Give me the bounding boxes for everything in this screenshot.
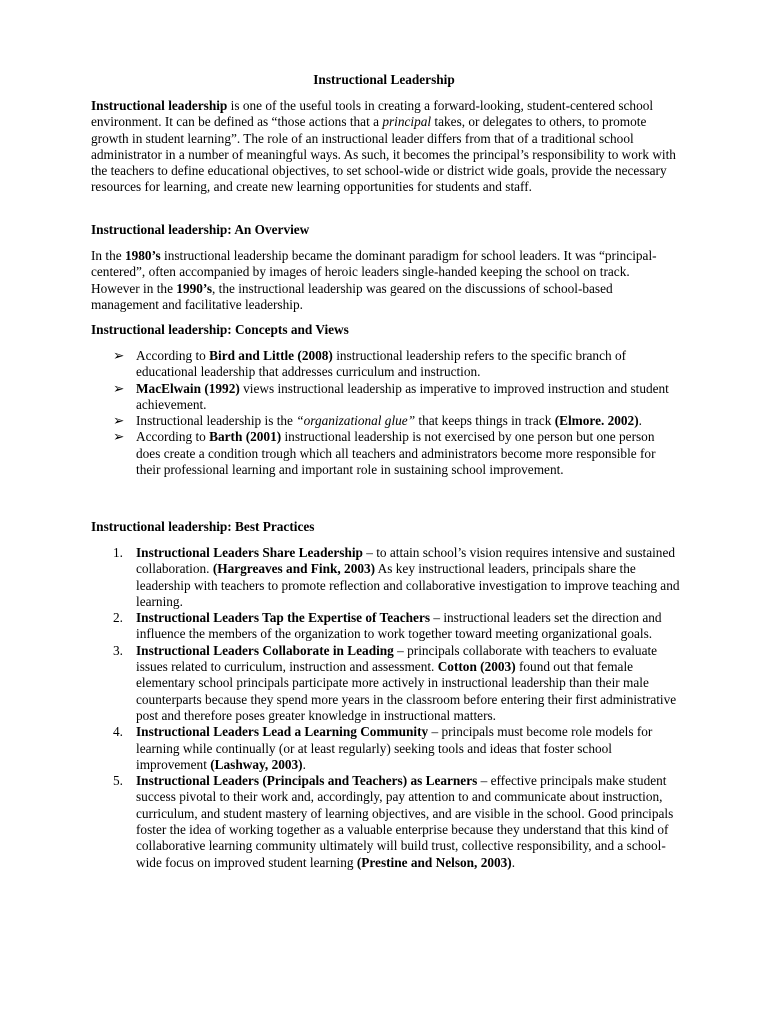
practice-title: Instructional Leaders Collaborate in Leading xyxy=(136,642,394,658)
concept-text: that keeps things in track xyxy=(415,413,555,429)
list-item xyxy=(91,773,681,871)
overview-text-1: In the xyxy=(91,248,125,263)
list-item xyxy=(91,348,681,381)
list-number: 2. xyxy=(113,610,123,626)
concept-citation: (Elmore. 2002) xyxy=(554,413,639,429)
arrow-bullet-icon: ➢ xyxy=(113,413,125,429)
concept-citation: Bird and Little (2008) xyxy=(209,348,333,363)
overview-paragraph xyxy=(91,248,681,313)
concepts-heading: Instructional leadership: Concepts and Views xyxy=(91,322,349,337)
practice-text: found out that female elementary school principals participate more actively in instructional leadership than their male counterparts because they spend more years in the classroom before entering their first administrative post and therefore poses greater knowledge in instructional matters. xyxy=(136,659,677,723)
concept-text: . xyxy=(638,413,642,429)
overview-heading: Instructional leadership: An Overview xyxy=(91,222,310,237)
intro-paragraph xyxy=(91,98,681,196)
practice-text: – effective principals make student success pivotal to their work and, accordingly, pay attention to and communicate about instruction, curriculum, and student mastery of learning objectives, and are visible in the school. Good principals foster the idea of working together as a valuable enterprise because they understand that this kind of collaborative learning community ultimately will build trust, collective responsibility, and a school-wide focus on improved student learning xyxy=(136,773,674,870)
concept-text: instructional leadership refers to the specific branch of educational leadership that addresses curriculum and instruction. xyxy=(136,348,627,380)
list-item xyxy=(91,545,681,610)
arrow-bullet-icon: ➢ xyxy=(113,429,125,445)
practice-text: – instructional leaders set the direction and influence the members of the organization to work together toward meeting organizational goals. xyxy=(136,610,662,642)
overview-bold-1: 1980’s xyxy=(124,248,161,263)
practice-text: – principals must become role models for learning while continually (or at least regularly) seeking tools and ideas that foster school improvement xyxy=(136,724,653,772)
practice-text: . xyxy=(511,854,516,870)
overview-text-3: , the instructional leadership was geared on the discussions of school-based management and facilitative leadership. xyxy=(91,280,613,312)
list-item xyxy=(91,643,681,724)
practice-text: – principals collaborate with teachers to evaluate issues related to curriculum, instruction and assessment. xyxy=(136,642,658,675)
document-title: Instructional Leadership xyxy=(313,72,455,87)
practice-text: – to attain school’s vision requires intensive and sustained collaboration. xyxy=(136,545,675,577)
practices-list xyxy=(91,545,681,871)
overview-bold-2: 1990’s xyxy=(176,280,212,296)
arrow-bullet-icon: ➢ xyxy=(113,348,125,363)
practice-title: Instructional Leaders Lead a Learning Community xyxy=(136,724,429,740)
practice-title: Instructional Leaders Share Leadership xyxy=(136,545,363,560)
concept-text: According to xyxy=(136,429,210,445)
concept-italic: “organizational glue” xyxy=(296,413,416,429)
intro-lead: Instructional leadership xyxy=(91,98,228,113)
practices-heading: Instructional leadership: Best Practices xyxy=(91,519,315,534)
intro-text-2: takes, or delegates to others, to promote growth in student learning”. The role of an instructional leader differs from that of a traditional school administrator in a number of meaningful ways. As such, it becomes the principal’s responsibility to work with the teachers to define educational objectives, to set school-wide or district wide goals, provide the necessary resources for learning, and create new learning opportunities for students and staff. xyxy=(91,114,676,195)
practice-title: Instructional Leaders (Principals and Teachers) as Learners xyxy=(136,773,478,789)
concepts-list xyxy=(91,348,681,478)
list-item xyxy=(91,429,681,478)
list-item xyxy=(91,413,681,429)
practice-citation: Cotton (2003) xyxy=(437,659,516,675)
practice-citation: (Hargreaves and Fink, 2003) xyxy=(212,561,376,577)
practice-text: As key instructional leaders, principals share the leadership with teachers to promote reflection and collaborative investigation to improve teaching and learning. xyxy=(136,561,680,609)
list-number: 3. xyxy=(113,642,123,658)
overview-text-2: instructional leadership became the dominant paradigm for school leaders. It was “principal-centered”, often accompanied by images of heroic leaders single-handed keeping the school on track. However in the xyxy=(91,248,657,296)
practice-text: . xyxy=(302,756,306,772)
intro-text-1: is one of the useful tools in creating a forward-looking, student-centered school environment. It can be defined as “those actions that a xyxy=(91,98,654,130)
concept-text: views instructional leadership as imperative to improved instruction and student achievement. xyxy=(136,380,669,412)
practice-citation: (Prestine and Nelson, 2003) xyxy=(356,854,512,870)
list-item xyxy=(91,724,681,773)
list-number: 1. xyxy=(113,545,123,560)
arrow-bullet-icon: ➢ xyxy=(113,380,125,396)
concept-text: According to xyxy=(136,348,210,363)
list-item xyxy=(91,610,681,643)
list-item xyxy=(91,381,681,414)
intro-italic: principal xyxy=(382,114,432,130)
practice-citation: (Lashway, 2003) xyxy=(210,756,303,772)
concept-citation: MacElwain (1992) xyxy=(136,380,240,396)
concept-text: Instructional leadership is the xyxy=(136,413,297,429)
list-number: 5. xyxy=(113,773,123,789)
practice-title: Instructional Leaders Tap the Expertise of Teachers xyxy=(136,610,431,626)
concept-citation: Barth (2001) xyxy=(209,429,282,445)
list-number: 4. xyxy=(113,724,123,740)
concept-text: instructional leadership is not exercised by one person but one person does create a condition trough which all teachers and administrators become more responsible for their professional learning and important role in sustaining school improvement. xyxy=(136,429,656,478)
